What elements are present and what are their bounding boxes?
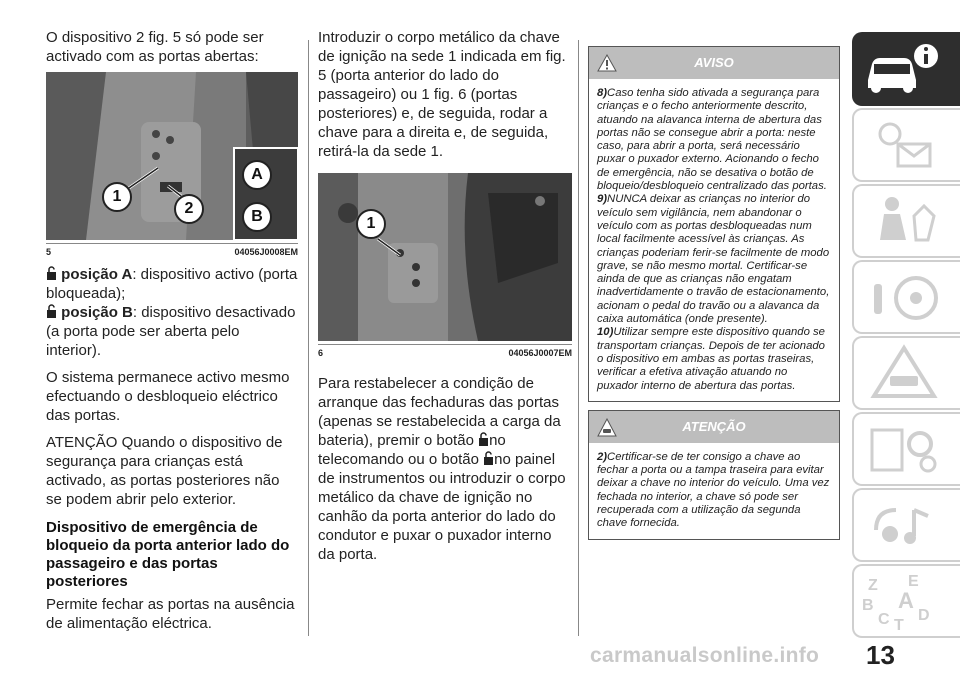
restore-text-2: no telecomando ou o botão bbox=[318, 432, 506, 468]
figure-5-photo bbox=[46, 72, 298, 240]
tab-car-info[interactable] bbox=[852, 32, 960, 106]
figure-6-caption bbox=[318, 344, 572, 358]
figure-5 bbox=[46, 72, 298, 257]
label-1: 1 bbox=[102, 182, 132, 212]
figure-code: 04056J0007EM bbox=[508, 348, 572, 358]
item-number: 9) bbox=[597, 193, 608, 206]
lock-open-icon bbox=[46, 304, 57, 319]
item-text: Utilizar sempre este dispositivo quando se transportam crianças. Depois de ter acionado o dispositivo em ambas as portas traseiras, verificar a efetiva ativação atuando no puxador interno de abertura das portas. bbox=[597, 326, 825, 392]
lock-open-icon bbox=[46, 266, 57, 281]
column-left bbox=[46, 28, 298, 633]
aviso-header bbox=[589, 47, 839, 79]
figure-number: 5 bbox=[46, 247, 52, 257]
car-info-icon bbox=[852, 32, 952, 106]
item-number: 10) bbox=[597, 326, 614, 339]
section-paragraph: Permite fechar as portas na ausência de alimentação eléctrica. bbox=[46, 596, 295, 632]
index-letter: T bbox=[894, 617, 904, 634]
index-letter: B bbox=[862, 597, 874, 614]
column-middle bbox=[318, 28, 572, 564]
restore-text-1: Para restabelecer a condição de arranque das fechaduras das portas (apenas se restabelecida a carga da bateria), premir o botão bbox=[318, 375, 561, 449]
item-number: 8) bbox=[597, 87, 608, 99]
aviso-title: AVISO bbox=[694, 55, 734, 70]
figure-number: 6 bbox=[318, 348, 324, 358]
index-icon bbox=[854, 566, 954, 636]
aviso-item bbox=[597, 326, 831, 392]
atencao-body bbox=[589, 443, 839, 539]
section-heading: Dispositivo de emergência de bloqueio da porta anterior lado do passageiro e das portas posteriores bbox=[46, 519, 290, 590]
restore-text-3: no painel de instrumentos ou introduzir o corpo metálico da chave de ignição no canhão da porta anterior do lado do condutor e puxar o puxador interno da porta. bbox=[318, 451, 566, 563]
figure-6-photo bbox=[318, 173, 572, 341]
column-divider bbox=[308, 40, 309, 636]
item-text: Caso tenha sido ativada a segurança para crianças e o fecho anteriormente descrito, atuando na alavanca interna de abertura das portas não se consegue abrir a porta: neste caso, para abrir a porta, será necessário puxar o puxador externo. Acionando o fecho de emergência, não se desativa o botão de bloqueio/desbloqueio centralizado das portas. bbox=[597, 87, 827, 193]
attention-paragraph: ATENÇÃO Quando o dispositivo de segurança para crianças está activado, as portas posteriores não se podem abrir pelo exterior. bbox=[46, 434, 283, 508]
position-b-item bbox=[46, 303, 298, 360]
position-b-label: posição B bbox=[61, 304, 133, 321]
atencao-title: ATENÇÃO bbox=[682, 418, 746, 434]
index-letter: D bbox=[918, 607, 930, 624]
index-letter: C bbox=[878, 611, 890, 628]
tab-starting-driving[interactable] bbox=[852, 260, 960, 334]
atencao-item bbox=[597, 451, 831, 531]
aviso-body bbox=[589, 79, 839, 401]
restore-paragraph bbox=[318, 374, 572, 564]
figure-5-caption bbox=[46, 243, 298, 257]
tab-safety[interactable] bbox=[852, 184, 960, 258]
label-a: A bbox=[242, 160, 272, 190]
atencao-header bbox=[589, 411, 839, 443]
tab-warning-lights[interactable] bbox=[852, 108, 960, 182]
column-right bbox=[588, 42, 840, 540]
tab-maintenance[interactable] bbox=[852, 412, 960, 486]
position-a-label: posição A bbox=[61, 266, 133, 283]
item-text: Certificar-se de ter consigo a chave ao fechar a porta ou a tampa traseira para evitar deixar a chave no interior do veículo. Uma vez fechada no interior, a chave só pode ser recuperada com a utilização da segunda chave fornecida. bbox=[597, 450, 830, 530]
tab-index[interactable] bbox=[852, 564, 960, 638]
item-number: 2) bbox=[597, 450, 608, 463]
index-letter: Z bbox=[868, 577, 878, 594]
safety-airbag-icon bbox=[854, 186, 954, 256]
atencao-box bbox=[588, 410, 840, 540]
aviso-box bbox=[588, 46, 840, 402]
label-2: 2 bbox=[174, 194, 204, 224]
watermark: carmanualsonline.info bbox=[590, 644, 820, 667]
column-divider bbox=[578, 40, 579, 636]
label-1: 1 bbox=[356, 209, 386, 239]
unlock-button-icon bbox=[483, 451, 494, 466]
item-text: NUNCA deixar as crianças no interior do veículo sem vigilância, nem abandonar o veículo com as portas desbloqueadas num local facilmente acessível às crianças. As crianças poderiam ferir-se facilmente de modo grave, se não mesmo mortal. Certificar-se ainda de que as crianças não engatam inadvertidamente o travão de estacionamento, acionam o pedal do travão ou a alavanca da caixa automática (onde presente). bbox=[597, 193, 830, 326]
multimedia-icon bbox=[854, 490, 954, 560]
aviso-item bbox=[597, 87, 831, 193]
position-b-text: : dispositivo desactivado (a porta pode ser aberta pelo interior). bbox=[46, 304, 296, 359]
tab-multimedia[interactable] bbox=[852, 488, 960, 562]
figure-6 bbox=[318, 173, 572, 358]
maintenance-icon bbox=[854, 414, 954, 484]
instruction-paragraph: Introduzir o corpo metálico da chave de ignição na sede 1 indicada em fig. 5 (porta anterior do lado do passageiro) ou 1 fig. 6 (portas posteriores) e, de seguida, rodar a chave para a direita e, de seguida, retirá-la da sede 1. bbox=[318, 29, 566, 160]
rear-door-latch-illustration bbox=[318, 173, 572, 341]
aviso-item bbox=[597, 193, 831, 326]
system-paragraph: O sistema permanece activo mesmo efectuando o desbloqueio eléctrico das portas. bbox=[46, 369, 290, 424]
tab-emergency[interactable] bbox=[852, 336, 960, 410]
index-letter: E bbox=[908, 573, 919, 590]
warning-lights-icon bbox=[854, 110, 954, 180]
intro-text: O dispositivo 2 fig. 5 só pode ser activado com as portas abertas: bbox=[46, 29, 264, 65]
label-b: B bbox=[242, 202, 272, 232]
position-a-item bbox=[46, 265, 298, 303]
page-number: 13 bbox=[866, 640, 895, 670]
figure-code: 04056J0008EM bbox=[234, 247, 298, 257]
index-letter: A bbox=[898, 588, 914, 613]
emergency-icon bbox=[854, 338, 954, 408]
position-a-text: : dispositivo activo (porta bloqueada); bbox=[46, 266, 298, 302]
starting-driving-icon bbox=[854, 262, 954, 332]
unlock-button-icon bbox=[478, 432, 489, 447]
